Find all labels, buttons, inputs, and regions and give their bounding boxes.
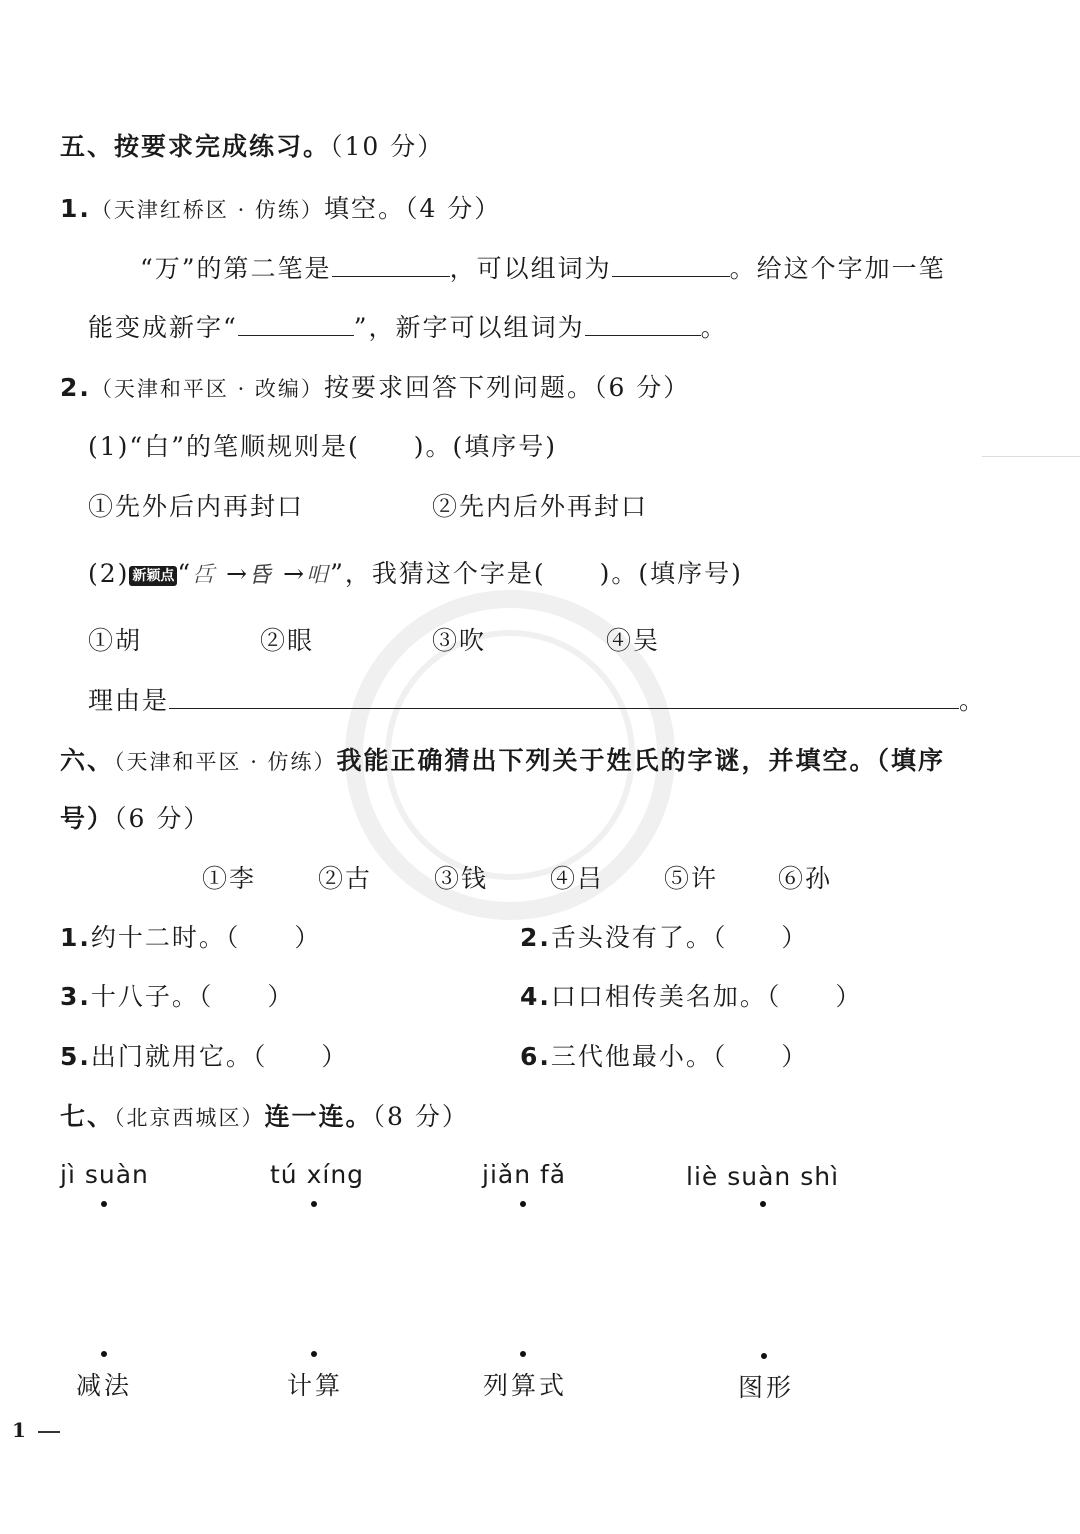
q1-blank-4[interactable]	[585, 311, 701, 336]
section5-score: （10 分）	[330, 132, 445, 161]
q2-sub2-number: (2)	[88, 559, 130, 588]
arrow-icon-1: →	[226, 559, 250, 588]
section7-score: （8 分）	[372, 1102, 469, 1131]
word-3: 列算式	[483, 1371, 568, 1400]
new-point-badge: 新颖点	[129, 566, 177, 586]
surname-option-1: ①李	[202, 864, 257, 893]
connect-dot-top-3[interactable]	[520, 1201, 526, 1207]
section7-heading	[60, 1100, 469, 1135]
q1-text-2c: 。	[700, 313, 728, 342]
q2-reason-label: 理由是	[88, 686, 170, 715]
q2-sub2-open-quote: “	[177, 559, 193, 588]
q1-text-1a: “万”的第二笔是	[140, 254, 332, 283]
q2-number: 2.	[60, 373, 91, 402]
pinyin-4: liè suàn shì	[686, 1162, 840, 1191]
q2-sub2	[88, 557, 743, 593]
word-2: 计算	[287, 1371, 344, 1400]
riddle-6	[520, 1040, 808, 1074]
q2-option-3: ③吹	[432, 626, 487, 655]
q2-text: 按要求回答下列问题。（6 分）	[323, 373, 691, 402]
q1-blank-3[interactable]	[238, 311, 354, 336]
surname-option-6: ⑥孙	[778, 864, 833, 893]
q1-text-2b: ”，新字可以组词为	[353, 313, 585, 342]
q1-text-1c: 。给这个字加一笔	[729, 254, 946, 283]
q1-line	[60, 192, 501, 227]
q1-blank-2[interactable]	[612, 252, 730, 277]
q1-fill-line-2	[88, 311, 728, 345]
ancient-glyph-2: 𠯑	[249, 563, 274, 588]
riddle-5-text: 出门就用它。（ ）	[90, 1042, 349, 1071]
q2-line	[60, 371, 690, 406]
connect-dot-bottom-3[interactable]	[520, 1351, 526, 1357]
riddle-2	[520, 921, 808, 955]
riddle-1-text: 约十二时。（ ）	[90, 923, 322, 952]
section6-number: 六、	[60, 746, 115, 775]
riddle-4-num: 4.	[520, 982, 551, 1011]
riddle-1-num: 1.	[60, 923, 91, 952]
q1-blank-1[interactable]	[332, 252, 450, 277]
riddle-3	[60, 980, 294, 1014]
surname-option-2: ②古	[318, 864, 373, 893]
section5-title: 五、按要求完成练习。	[60, 132, 331, 161]
section7-title: 连一连。	[264, 1102, 373, 1131]
pinyin-2: tú xíng	[270, 1160, 365, 1189]
surname-option-4: ④吕	[550, 864, 605, 893]
margin-rule	[982, 456, 1080, 457]
word-1: 减法	[76, 1371, 133, 1400]
q2-sub2-text: ”，我猜这个字是( )。(填序号)	[330, 559, 743, 588]
riddle-2-text: 舌头没有了。（ ）	[550, 923, 809, 952]
pinyin-1: jì suàn	[60, 1160, 149, 1189]
connect-dot-top-4[interactable]	[760, 1201, 766, 1207]
q1-source: （天津红桥区 · 仿练）	[90, 198, 324, 222]
q2-reason-end: 。	[959, 686, 987, 715]
riddle-6-text: 三代他最小。（ ）	[550, 1042, 809, 1071]
section6-heading-cont	[60, 802, 210, 836]
q1-text: 填空。（4 分）	[323, 194, 502, 223]
section5-heading	[60, 130, 444, 164]
riddle-1	[60, 921, 321, 955]
q2-option-4: ④吴	[606, 626, 661, 655]
section6-source: （天津和平区 · 仿练）	[114, 750, 337, 774]
q2-reason-line	[88, 684, 986, 718]
riddle-3-text: 十八子。（ ）	[90, 982, 295, 1011]
q1-text-1b: ，可以组词为	[449, 254, 612, 283]
surname-option-3: ③钱	[434, 864, 489, 893]
riddle-5-num: 5.	[60, 1042, 91, 1071]
arrow-icon-2: →	[283, 559, 307, 588]
ancient-glyph-1: 𠯓	[192, 563, 217, 588]
surname-option-5: ⑤许	[664, 864, 719, 893]
riddle-2-num: 2.	[520, 923, 551, 952]
q1-fill-line-1	[140, 252, 946, 286]
section6-score: （6 分）	[114, 804, 211, 833]
section6-heading	[60, 744, 945, 779]
q2-reason-blank[interactable]	[169, 684, 959, 709]
riddle-6-num: 6.	[520, 1042, 551, 1071]
riddle-5	[60, 1040, 348, 1074]
connect-dot-bottom-1[interactable]	[101, 1351, 107, 1357]
connect-dot-bottom-4[interactable]	[761, 1353, 767, 1359]
riddle-4-text: 口口相传美名加。（ ）	[550, 982, 863, 1011]
connect-dot-bottom-2[interactable]	[311, 1351, 317, 1357]
q2-sub1: (1)“白”的笔顺规则是( )。(填序号)	[88, 432, 557, 461]
section7-number: 七、	[60, 1102, 115, 1131]
section7-source: （北京西城区）	[114, 1106, 265, 1130]
q2-sub1-option-a: ①先外后内再封口	[88, 492, 305, 521]
q2-option-2: ②眼	[260, 626, 315, 655]
section6-title-cont: 号）	[60, 804, 115, 833]
word-4: 图形	[738, 1373, 795, 1402]
connect-dot-top-2[interactable]	[311, 1201, 317, 1207]
page-number-rule	[38, 1431, 60, 1433]
q1-text-2a: 能变成新字“	[88, 313, 238, 342]
connect-dot-top-1[interactable]	[101, 1201, 107, 1207]
q2-option-1: ①胡	[88, 626, 143, 655]
ancient-glyph-3: 𠯐	[306, 563, 331, 588]
riddle-3-num: 3.	[60, 982, 91, 1011]
q2-source: （天津和平区 · 改编）	[90, 377, 324, 401]
pinyin-3: jiǎn fǎ	[482, 1160, 567, 1189]
q1-number: 1.	[60, 194, 91, 223]
q2-sub1-option-b: ②先内后外再封口	[432, 492, 649, 521]
page-number: 1	[12, 1418, 26, 1442]
riddle-4	[520, 980, 862, 1014]
section6-title: 我能正确猜出下列关于姓氏的字谜，并填空。（填序	[336, 746, 946, 775]
